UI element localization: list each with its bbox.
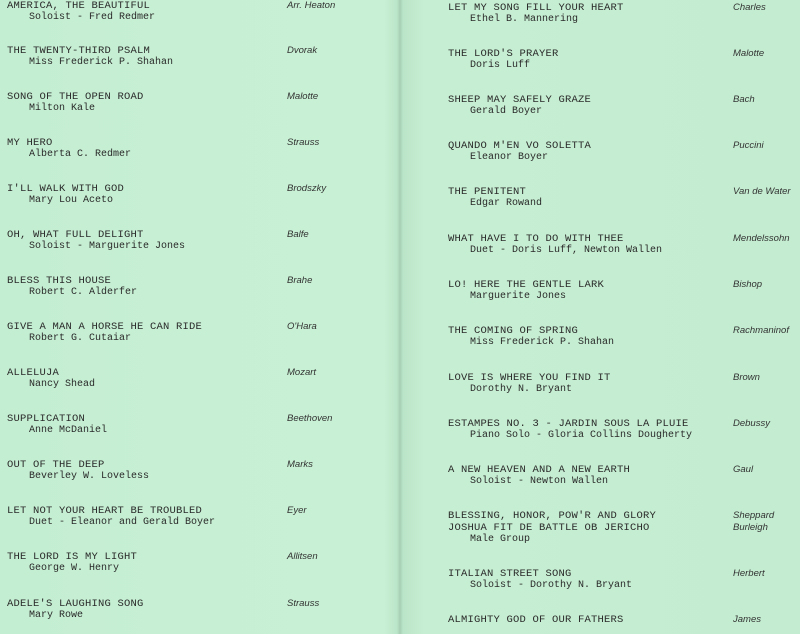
program-entry <box>7 275 397 299</box>
song-title: WHAT HAVE I TO DO WITH THEE <box>448 233 624 245</box>
composer: O'Hara <box>287 321 317 332</box>
composer: Marks <box>287 459 313 470</box>
program-entry <box>7 459 397 483</box>
song-title: LET MY SONG FILL YOUR HEART <box>448 2 624 14</box>
program-entry <box>448 464 800 488</box>
composer: Strauss <box>287 598 320 609</box>
program-entry <box>7 0 397 24</box>
composer: Malotte <box>733 48 765 59</box>
program-entry <box>7 551 397 575</box>
performer: Mary Lou Aceto <box>29 195 114 206</box>
song-title: BLESS THIS HOUSE <box>7 275 112 287</box>
composer: Herbert <box>733 568 765 579</box>
performer: Robert C. Alderfer <box>29 287 138 298</box>
song-title: A NEW HEAVEN AND A NEW EARTH <box>448 464 631 476</box>
song-title: ADELE'S LAUGHING SONG <box>7 598 144 610</box>
performer: Beverley W. Loveless <box>29 471 150 482</box>
song-title: SONG OF THE OPEN ROAD <box>7 91 144 103</box>
performer: Duet - Doris Luff, Newton Wallen <box>470 245 663 256</box>
program-entry <box>7 229 397 253</box>
song-title: I'LL WALK WITH GOD <box>7 183 125 195</box>
song-title: SUPPLICATION <box>7 413 86 425</box>
composer: Dvorak <box>287 45 318 56</box>
song-title: THE LORD IS MY LIGHT <box>7 551 138 563</box>
performer: Miss Frederick P. Shahan <box>470 337 615 348</box>
program-entry <box>7 413 397 437</box>
program-entry <box>448 510 800 546</box>
composer: Rachmaninof <box>733 325 789 336</box>
page-fold <box>397 0 403 634</box>
program-entry <box>448 186 800 210</box>
composer: Mendelssohn <box>733 233 790 244</box>
composer: Charles <box>733 2 766 13</box>
performer: Male Group <box>470 534 531 545</box>
performer: George W. Henry <box>29 563 120 574</box>
program-entry <box>7 321 397 345</box>
composer: Balfe <box>287 229 309 240</box>
program-entry <box>448 325 800 349</box>
program-entry <box>448 233 800 257</box>
program-entry <box>448 279 800 303</box>
composer: Brown <box>733 372 760 383</box>
performer: Soloist - Dorothy N. Bryant <box>470 580 633 591</box>
song-title: MY HERO <box>7 137 53 149</box>
performer: Milton Kale <box>29 103 96 114</box>
performer: Marguerite Jones <box>470 291 567 302</box>
song-title: GIVE A MAN A HORSE HE CAN RIDE <box>7 321 203 333</box>
composer: Arr. Heaton <box>287 0 336 11</box>
composer: James <box>733 614 761 625</box>
performer: Gerald Boyer <box>470 106 543 117</box>
composer: Mozart <box>287 367 317 378</box>
composer: Bishop <box>733 279 763 290</box>
performer: Alberta C. Redmer <box>29 149 132 160</box>
song-title: ITALIAN STREET SONG <box>448 568 572 580</box>
performer: Edgar Rowand <box>470 198 543 209</box>
song-title: ALLELUJA <box>7 367 60 379</box>
performer: Miss Frederick P. Shahan <box>29 57 174 68</box>
program-entry <box>7 505 397 529</box>
composer: Brodszky <box>287 183 327 194</box>
program-entry <box>448 372 800 396</box>
program-entry <box>448 2 800 26</box>
song-title: THE TWENTY-THIRD PSALM <box>7 45 151 57</box>
performer: Piano Solo - Gloria Collins Dougherty <box>470 430 693 441</box>
performer: Dorothy N. Bryant <box>470 384 573 395</box>
program-entry <box>7 598 397 622</box>
performer: Robert G. Cutaiar <box>29 333 132 344</box>
performer: Mary Rowe <box>29 610 84 621</box>
song-title: LET NOT YOUR HEART BE TROUBLED <box>7 505 203 517</box>
program-entry <box>448 418 800 442</box>
composer: Bach <box>733 94 755 105</box>
composer: Brahe <box>287 275 313 286</box>
song-title: OUT OF THE DEEP <box>7 459 105 471</box>
song-title: THE PENITENT <box>448 186 527 198</box>
composer: Allitsen <box>287 551 318 562</box>
composer: Malotte <box>287 91 319 102</box>
performer: Eleanor Boyer <box>470 152 549 163</box>
song-title: ALMIGHTY GOD OF OUR FATHERS <box>448 614 624 626</box>
composer: Puccini <box>733 140 764 151</box>
performer: Nancy Shead <box>29 379 96 390</box>
performer: Anne McDaniel <box>29 425 108 436</box>
composer: Sheppard <box>733 510 775 521</box>
performer: Doris Luff <box>470 60 531 71</box>
song-title: LO! HERE THE GENTLE LARK <box>448 279 605 291</box>
song-title-second: JOSHUA FIT DE BATTLE OB JERICHO <box>448 522 650 534</box>
song-title: ESTAMPES NO. 3 - JARDIN SOUS LA PLUIE <box>448 418 689 430</box>
performer: Soloist - Fred Redmer <box>29 12 156 23</box>
song-title: QUANDO M'EN VO SOLETTA <box>448 140 592 152</box>
composer: Debussy <box>733 418 770 429</box>
composer: Strauss <box>287 137 320 148</box>
program-entry <box>448 94 800 118</box>
song-title: SHEEP MAY SAFELY GRAZE <box>448 94 592 106</box>
song-title: THE COMING OF SPRING <box>448 325 579 337</box>
composer: Beethoven <box>287 413 333 424</box>
program-entry <box>448 614 800 626</box>
program-entry <box>7 183 397 207</box>
program-entry <box>448 568 800 592</box>
program-entry <box>7 367 397 391</box>
performer: Duet - Eleanor and Gerald Boyer <box>29 517 216 528</box>
program-entry <box>448 140 800 164</box>
song-title: BLESSING, HONOR, POW'R AND GLORY <box>448 510 657 522</box>
program-entry <box>448 48 800 72</box>
performer: Ethel B. Mannering <box>470 14 579 25</box>
performer: Soloist - Marguerite Jones <box>29 241 186 252</box>
song-title: LOVE IS WHERE YOU FIND IT <box>448 372 611 384</box>
program-entry <box>7 45 397 69</box>
song-title: THE LORD'S PRAYER <box>448 48 559 60</box>
composer: Gaul <box>733 464 754 475</box>
performer: Soloist - Newton Wallen <box>470 476 609 487</box>
program-entry <box>7 137 397 161</box>
composer: Eyer <box>287 505 307 516</box>
program-entry <box>7 91 397 115</box>
song-title: OH, WHAT FULL DELIGHT <box>7 229 144 241</box>
composer: Van de Water <box>733 186 791 197</box>
song-title: AMERICA, THE BEAUTIFUL <box>7 0 151 12</box>
composer-second: Burleigh <box>733 522 768 533</box>
